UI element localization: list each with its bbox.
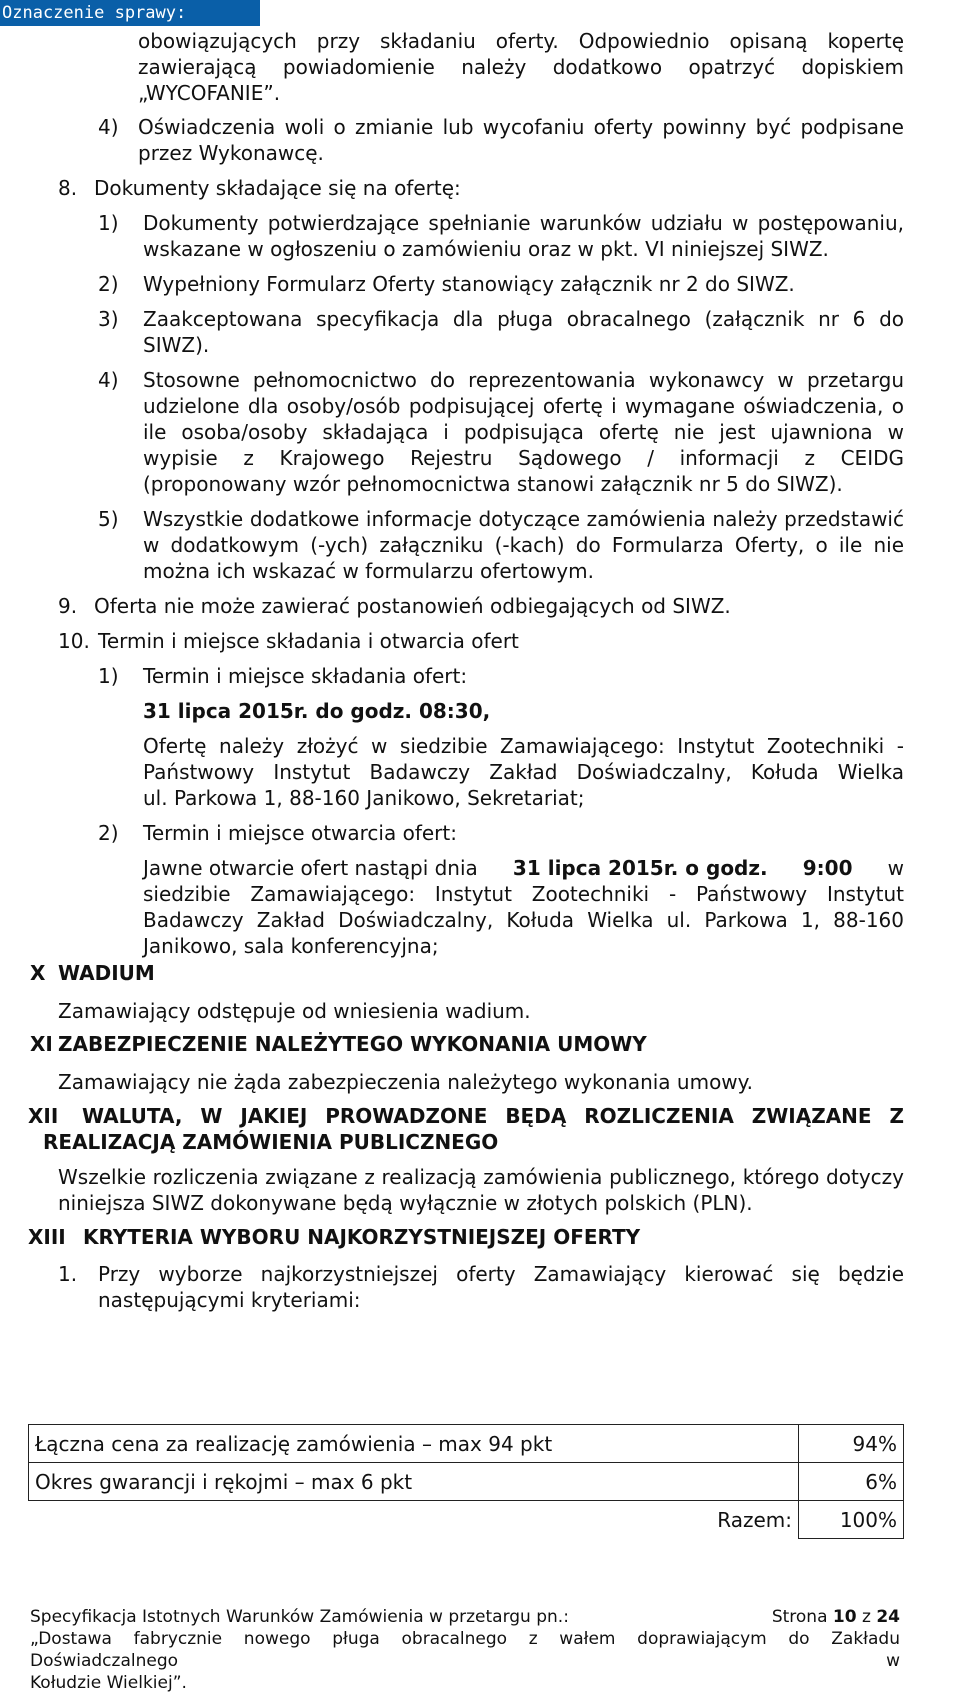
s10-item2-line1 (143, 855, 904, 881)
s10-number: 10. (58, 629, 90, 653)
s7-cont-line1: obowiązujących przy składaniu oferty. Odpowiednio opisaną kopertę (138, 29, 904, 53)
s10-item2-number: 2) (98, 821, 119, 845)
s8-item5-line3: można ich wskazać w formularzu ofertowym. (143, 559, 594, 583)
s7-item4-line2: przez Wykonawcę. (138, 141, 324, 165)
s10-item2-date: 31 lipca 2015r. o godz. (512, 856, 768, 880)
sXIII-number: XIII (28, 1225, 66, 1249)
s8-item5-line1: Wszystkie dodatkowe informacje dotyczące zamówienia należy przedstawić (143, 507, 904, 531)
s10-item1-place-line3: ul. Parkowa 1, 88-160 Janikowo, Sekretariat; (143, 786, 585, 810)
s8-item5-line2: w dodatkowym (-ych) załączniku (-kach) do Formularza Oferty, o ile nie (143, 533, 904, 557)
s10-item1-number: 1) (98, 664, 119, 688)
footer-page-number: Strona 10 z 24 (771, 1607, 900, 1627)
s8-item3-line1: Zaakceptowana specyfikacja dla pługa obracalnego (załącznik nr 6 do (143, 307, 904, 331)
s9-number: 9. (58, 594, 78, 618)
total-label: Razem: (717, 1507, 792, 1532)
sX-text: Zamawiający odstępuje od wniesienia wadium. (58, 999, 531, 1023)
sXIII-title: KRYTERIA WYBORU NAJKORZYSTNIEJSZEJ OFERTY (83, 1225, 641, 1249)
s8-title: Dokumenty składające się na ofertę: (94, 176, 461, 200)
s10-item2-post: w (887, 856, 904, 880)
s8-item4-line3: ile osoba/osoby składająca i podpisująca ofertę nie jest ujawniona w (143, 420, 904, 444)
sXII-title-line1: WALUTA, W JAKIEJ PROWADZONE BĘDĄ ROZLICZENIA ZWIĄZANE Z (82, 1104, 904, 1128)
s9-text: Oferta nie może zawierać postanowień odbiegających od SIWZ. (94, 594, 731, 618)
s8-item4-number: 4) (98, 368, 119, 392)
s10-item2-time: 9:00 (802, 856, 853, 880)
s10-item1-place-line1: Ofertę należy złożyć w siedzibie Zamawiającego: Instytut Zootechniki - (143, 734, 904, 758)
page-footer (30, 1606, 900, 1694)
sX-title: WADIUM (58, 961, 155, 985)
footer-spec-title: Specyfikacja Istotnych Warunków Zamówienia w przetargu pn.: (30, 1607, 569, 1627)
s8-item1-number: 1) (98, 211, 119, 235)
sXII-title-line2: REALIZACJĄ ZAMÓWIENIA PUBLICZNEGO (43, 1130, 499, 1154)
s8-item1-line1: Dokumenty potwierdzające spełnianie warunków udziału w postępowaniu, (143, 211, 904, 235)
s8-item3-number: 3) (98, 307, 119, 331)
s8-item4-line1: Stosowne pełnomocnictwo do reprezentowania wykonawcy w przetargu (143, 368, 904, 392)
criteria-table (28, 1424, 904, 1539)
sXI-number: XI (30, 1032, 53, 1056)
table-total-row (29, 1501, 904, 1539)
s10-item1-place-line2: Państwowy Instytut Badawczy Zakład Doświadczalny, Kołuda Wielka (143, 760, 904, 784)
s10-item1-date: 31 lipca 2015r. do godz. 08:30, (143, 699, 491, 723)
footer-tender-name-line2: Kołudzie Wielkiej”. (30, 1673, 187, 1693)
s8-item1-line2: wskazane w ogłoszeniu o zamówieniu oraz w pkt. VI niniejszej SIWZ. (143, 237, 829, 261)
criterion-label: Łączna cena za realizację zamówienia – max 94 pkt (29, 1425, 799, 1463)
sX-number: X (30, 961, 46, 985)
s10-item2-line2: siedzibie Zamawiającego: Instytut Zootechniki - Państwowy Instytut (143, 882, 904, 906)
footer-tender-name-line1: „Dostawa fabrycznie nowego pługa obracalnego z wałem doprawiającym do Zakładu Doświadczalnego w (30, 1629, 900, 1671)
s8-item2-line1: Wypełniony Formularz Oferty stanowiący załącznik nr 2 do SIWZ. (143, 272, 795, 296)
sXI-title: ZABEZPIECZENIE NALEŻYTEGO WYKONANIA UMOWY (58, 1032, 647, 1056)
s8-number: 8. (58, 176, 78, 200)
total-value: 100% (799, 1501, 904, 1539)
s7-cont-line3: „WYCOFANIE”. (138, 81, 281, 105)
s10-item2-pre: Jawne otwarcie ofert nastąpi dnia (143, 856, 478, 880)
sXII-number: XII (28, 1104, 59, 1128)
criterion-value: 6% (799, 1463, 904, 1501)
criterion-value: 94% (799, 1425, 904, 1463)
s10-title: Termin i miejsce składania i otwarcia ofert (98, 629, 519, 653)
table-row (29, 1425, 904, 1463)
sXIII-item1-line1: Przy wyborze najkorzystniejszej oferty Zamawiający kierować się będzie (98, 1262, 904, 1286)
s8-item5-number: 5) (98, 507, 119, 531)
s10-item2-line4: Janikowo, sala konferencyjna; (143, 934, 439, 958)
s7-item4-line1: Oświadczenia woli o zmianie lub wycofaniu oferty powinny być podpisane (138, 115, 904, 139)
sXIII-item1-number: 1. (58, 1262, 78, 1286)
criterion-label: Okres gwarancji i rękojmi – max 6 pkt (29, 1463, 799, 1501)
s7-item4-number: 4) (98, 115, 119, 139)
table-row (29, 1463, 904, 1501)
s10-item2-title: Termin i miejsce otwarcia ofert: (143, 821, 457, 845)
s7-cont-line2: zawierającą powiadomienie należy dodatkowo opatrzyć dopiskiem (138, 55, 904, 79)
sXII-text-line2: niniejsza SIWZ dokonywane będą wyłącznie w złotych polskich (PLN). (58, 1191, 753, 1215)
s10-item1-title: Termin i miejsce składania ofert: (143, 664, 468, 688)
s8-item2-number: 2) (98, 272, 119, 296)
case-number-header: Oznaczenie sprawy: 17/2015 (0, 0, 260, 26)
sXI-text: Zamawiający nie żąda zabezpieczenia należytego wykonania umowy. (58, 1070, 754, 1094)
s8-item4-line2: udzielone dla osoby/osób podpisującej ofertę i wymagane oświadczenia, o (143, 394, 904, 418)
sXIII-item1-line2: następującymi kryteriami: (98, 1288, 361, 1312)
s8-item3-line2: SIWZ). (143, 333, 210, 357)
sXII-text-line1: Wszelkie rozliczenia związane z realizacją zamówienia publicznego, którego dotyczy (58, 1165, 904, 1189)
s10-item2-line3: Badawczy Zakład Doświadczalny, Kołuda Wielka ul. Parkowa 1, 88-160 (143, 908, 904, 932)
s8-item4-line4: wypisie z Krajowego Rejestru Sądowego / informacji z CEIDG (143, 446, 904, 470)
s8-item4-line5: (proponowany wzór pełnomocnictwa stanowi załącznik nr 5 do SIWZ). (143, 472, 843, 496)
